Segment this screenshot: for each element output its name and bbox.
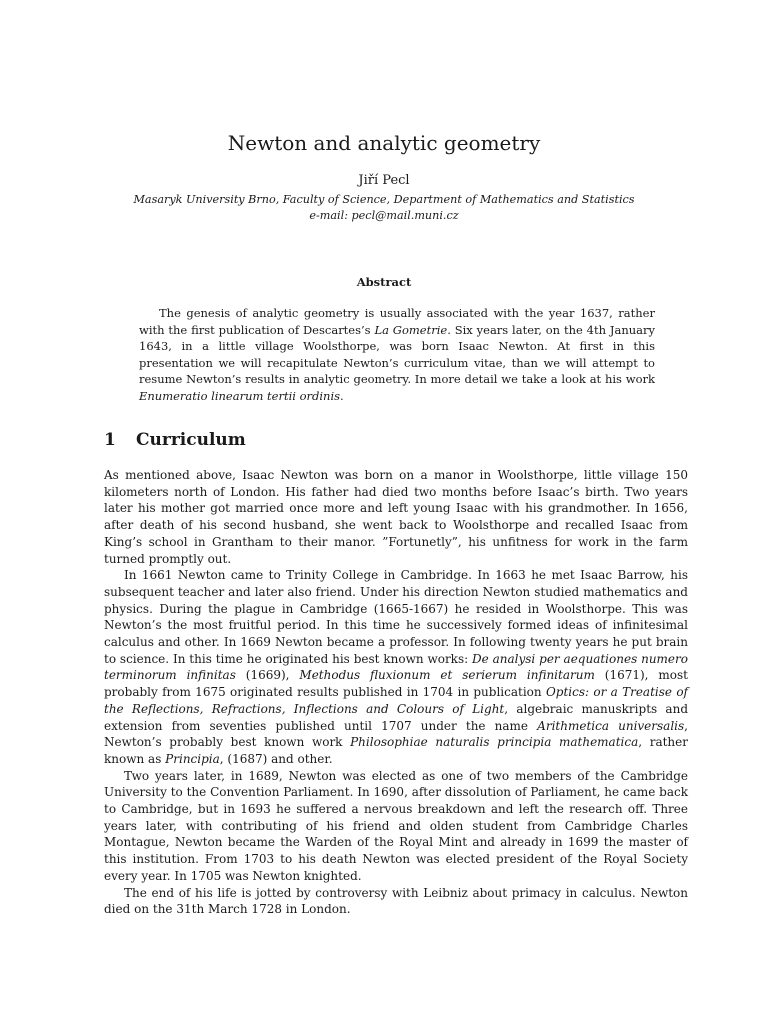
- author-name: Jiří Pecl: [358, 173, 410, 188]
- abstract-heading: Abstract: [356, 275, 412, 289]
- section-body: [104, 467, 688, 918]
- paragraph-1: As mentioned above, Isaac Newton was born on a manor in Woolsthorpe, little village 150 kilometers north of London. His father had died two months before Isaac’s birth. Two years later his mother got married once more and left young Isaac with his grandmother. In 1656, after death of his second husband, she went back to Woolsthorpe and recalled Isaac from King’s school in Grantham to their manor. ”Fortunetly”, his unfitness for work in the farm turned promptly out.: [104, 468, 688, 566]
- section-heading: [104, 428, 246, 452]
- section-number: 1: [104, 430, 116, 450]
- paragraph-4: The end of his life is jotted by controversy with Leibniz about primacy in calculus. Newton died on the 31th March 1728 in London.: [104, 885, 688, 917]
- paper-title: Newton and analytic geometry: [227, 131, 541, 155]
- paragraph-2: In 1661 Newton came to Trinity College in Cambridge. In 1663 he met Isaac Barrow, his subsequent teacher and later also friend. Under his direction Newton studied mathematics and physics. During the plague in Cambridge (1665-1667) he resided in Woolsthorpe. This was Newton’s the most fruitful period. In this time he successively formed ideas of infinitesimal calculus and other. In 1669 Newton became a professor. In following twenty years he put brain to science. In this time he originated his best known works: De analysi per aequationes numero terminorum infinitas (1669), Methodus fluxionum et serierum infinitarum (1671), most probably from 1675 originated results published in 1704 in publication Optics: or a Treatise of the Reflections, Refractions, Inflections and Colours of Light, algebraic manuskripts and extension from seventies published until 1707 under the name Arithmetica universalis, Newton’s probably best known work Philosophiae naturalis principia mathematica, rather known as Principia, (1687) and other.: [104, 568, 689, 766]
- section-title: Curriculum: [136, 430, 246, 450]
- author-affiliation: Masaryk University Brno, Faculty of Science, Department of Mathematics and Statistics: [133, 193, 635, 206]
- paragraph-3: Two years later, in 1689, Newton was elected as one of two members of the Cambridge University to the Convention Parliament. In 1690, after dissolution of Parliament, he came back to Cambridge, but in 1693 he suffered a nervous breakdown and left the research off. Three years later, with contributing of his friend and olden student from Cambridge Charles Montague, Newton became the Warden of the Royal Mint and already in 1699 the master of this institution. From 1703 to his death Newton was elected president of the Royal Society every year. In 1705 was Newton knighted.: [104, 768, 688, 883]
- author-email: e-mail: pecl@mail.muni.cz: [309, 209, 459, 222]
- abstract-text: The genesis of analytic geometry is usually associated with the year 1637, rather with the first publication of Descartes’s La Gometrie. Six years later, on the 4th January 1643, in a little village Woolsthorpe, was born Isaac Newton. At first in this presentation we will recapitulate Newton’s curriculum vitae, than we will attempt to resume Newton’s results in analytic geometry. In more detail we take a look at his work Enumeratio linearum tertii ordinis.: [139, 306, 655, 403]
